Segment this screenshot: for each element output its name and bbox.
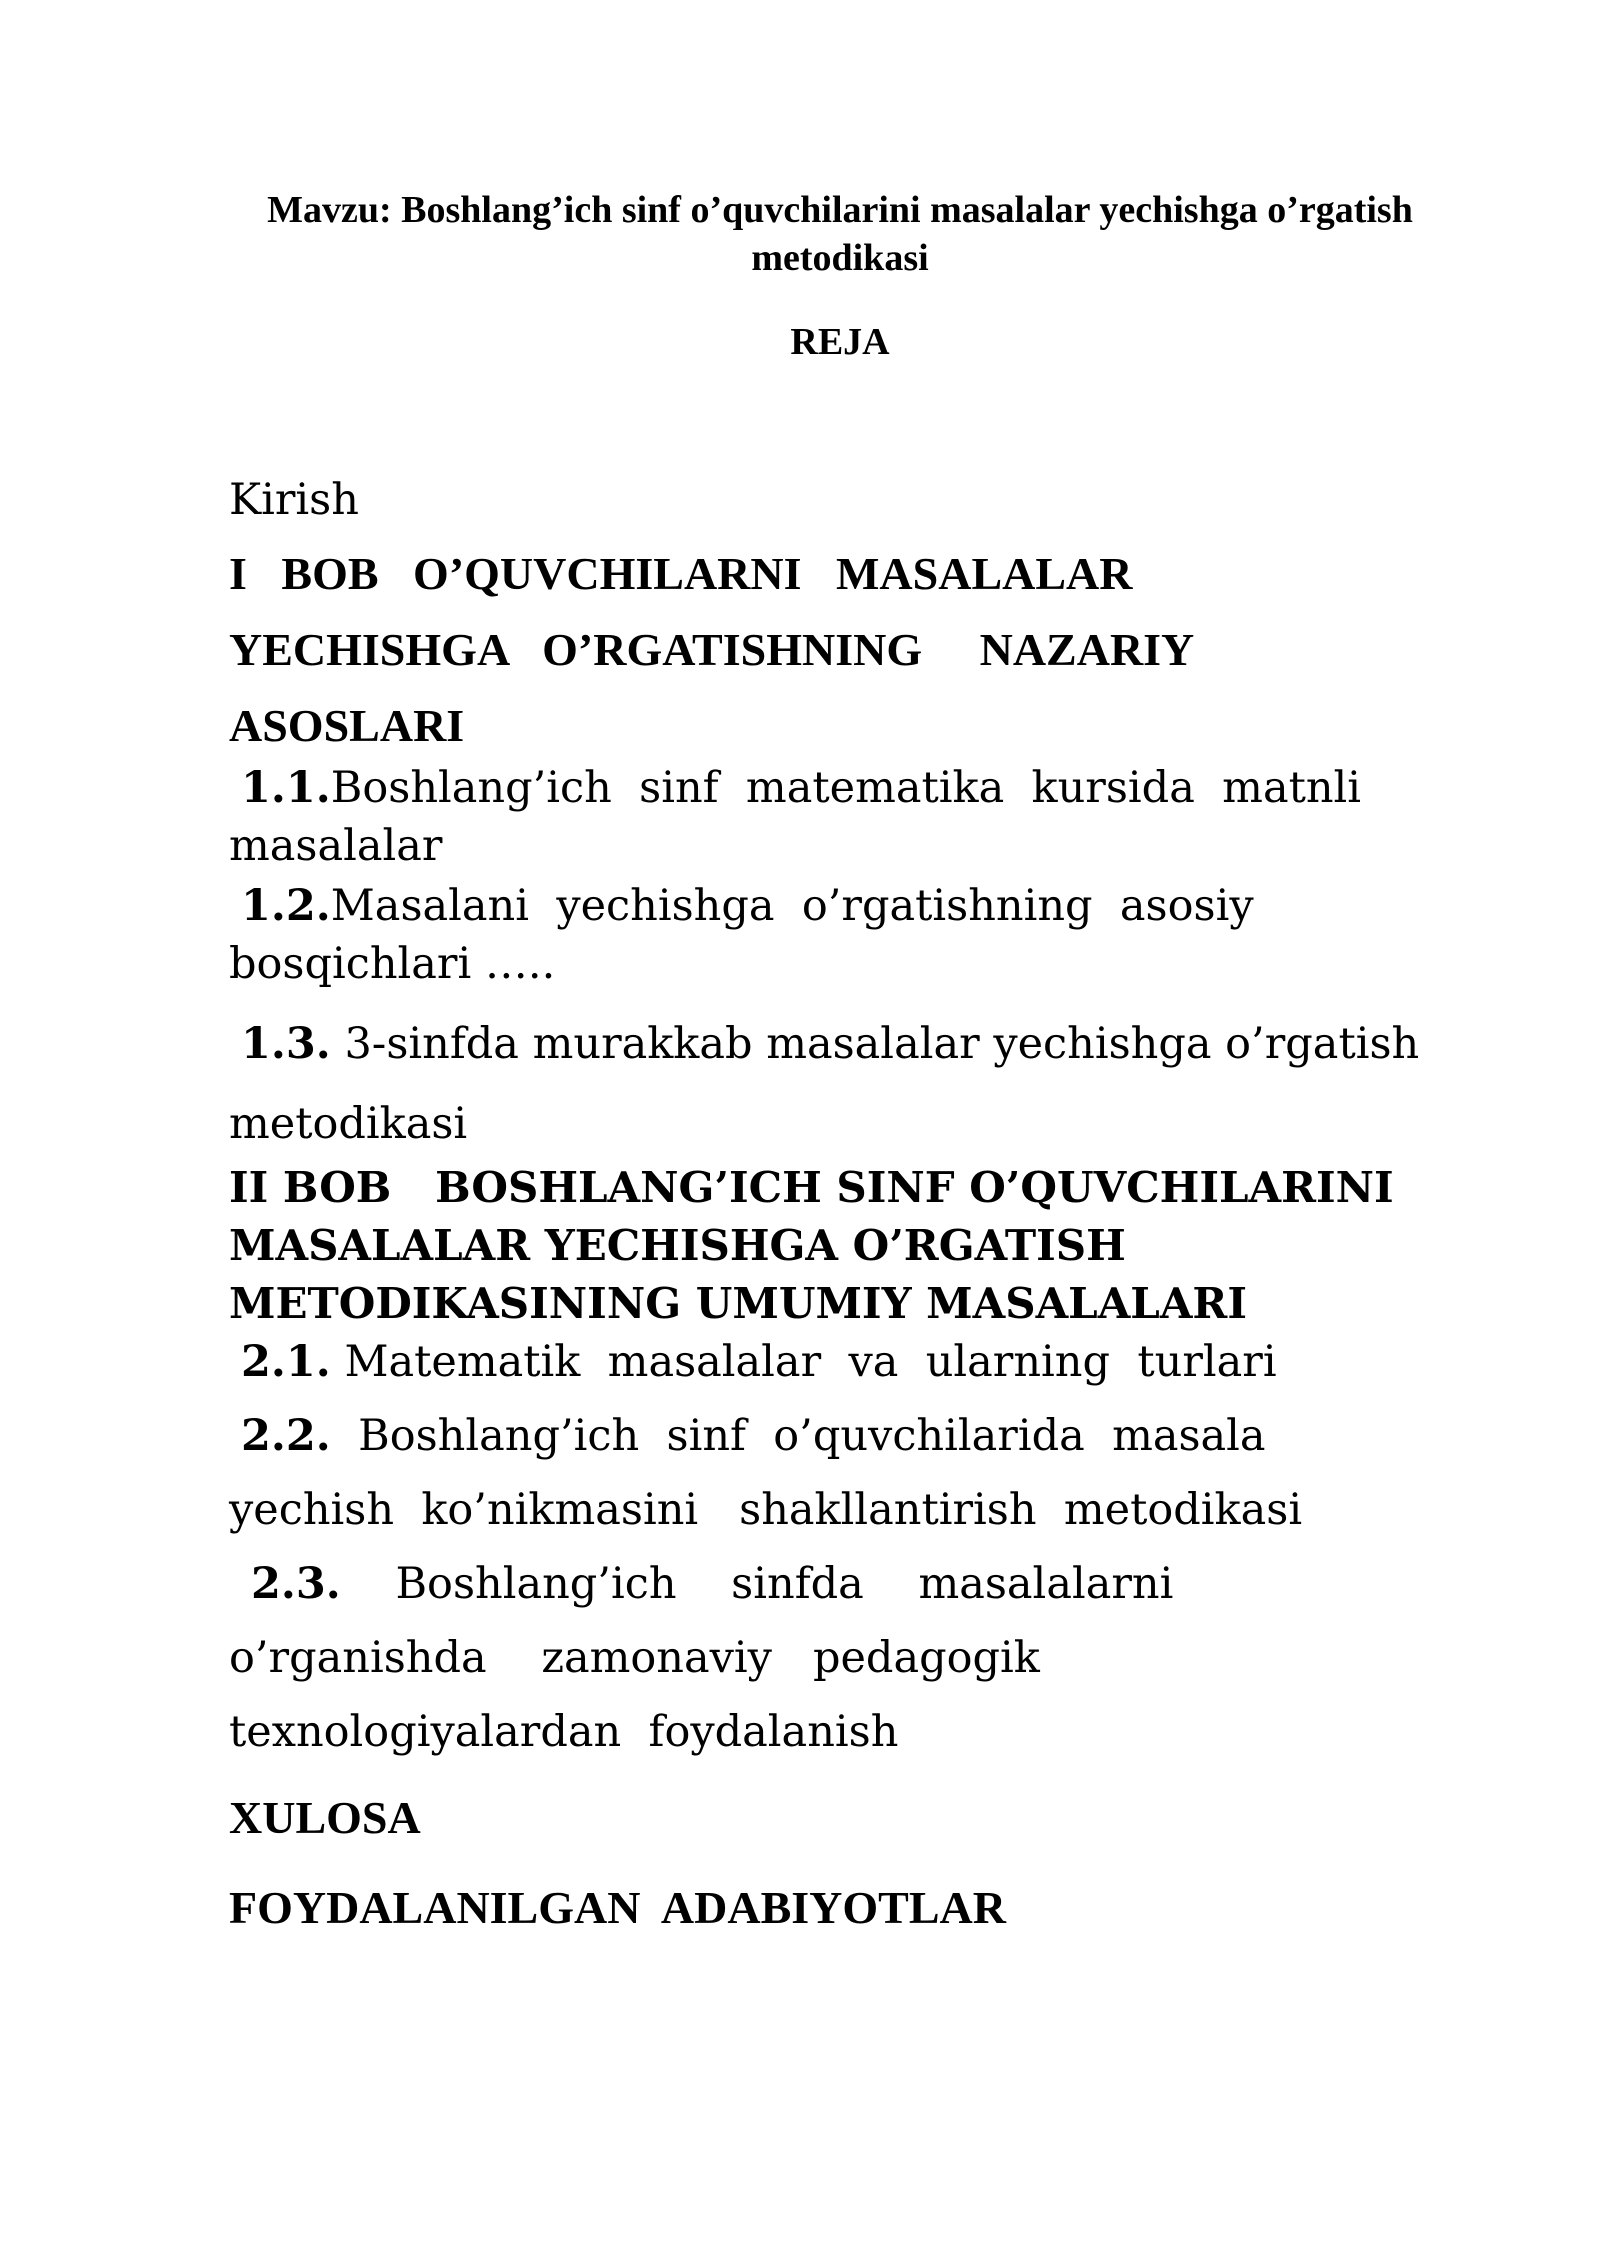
toc-chapter1-line3: ASOSLARI [229, 700, 465, 751]
toc-section-2-3-cont1: o’rganishda zamonaviy pedagogik [229, 1633, 1040, 1683]
page-title: Mavzu: Boshlang’ich sinf o’quvchilarini masalalar yechishga o’rgatish metodikasi [267, 189, 1413, 279]
toc-section-2-1 [241, 1336, 1277, 1388]
toc-chapter2-line1: II BOB BOSHLANG’ICH SINF O’QUVCHILARINI [229, 1163, 1394, 1212]
toc-conclusion: XULOSA [229, 1792, 421, 1843]
toc-chapter1-line1: I BOB O’QUVCHILARNI MASALALAR [229, 548, 1133, 599]
toc-section-1-3-cont: metodikasi [229, 1099, 468, 1149]
section-title: 3-sinfda murakkab masalalar yechishga o’rgatish [330, 1019, 1420, 1069]
toc-references: FOYDALANILGAN ADABIYOTLAR [229, 1882, 1006, 1933]
toc-section-1-1-cont: masalalar [229, 821, 443, 871]
toc-section-2-2-cont: yechish ko’nikmasini shakllantirish metodikasi [229, 1485, 1303, 1535]
toc-chapter1-line2: YECHISHGA O’RGATISHNING NAZARIY [229, 624, 1195, 675]
section-title: Boshlang’ich sinf matematika kursida matnli [330, 763, 1362, 813]
toc-section-1-2 [241, 880, 1254, 932]
toc-section-1-3 [241, 1018, 1419, 1070]
section-number: 2.1. [241, 1337, 331, 1387]
section-number: 2.2. [241, 1411, 331, 1461]
section-number: 1.3. [241, 1019, 331, 1069]
toc-intro: Kirish [229, 475, 359, 525]
toc-section-2-2 [241, 1410, 1266, 1462]
plan-heading: REJA [790, 321, 890, 363]
toc-section-1-2-cont: bosqichlari ….. [229, 939, 556, 989]
section-title: Matematik masalalar va ularning turlari [330, 1337, 1277, 1387]
section-number: 2.3. [251, 1559, 341, 1609]
section-title: Masalani yechishga o’rgatishning asosiy [330, 881, 1254, 931]
section-title: Boshlang’ich sinf o’quvchilarida masala [330, 1411, 1266, 1461]
toc-section-1-1 [241, 762, 1361, 814]
toc-section-2-3 [251, 1558, 1173, 1610]
toc-chapter2-line2: MASALALAR YECHISHGA O’RGATISH [229, 1221, 1126, 1270]
toc-chapter2-line3: METODIKASINING UMUMIY MASALALARI [229, 1279, 1247, 1328]
section-number: 1.1. [241, 763, 331, 813]
section-number: 1.2. [241, 881, 331, 931]
toc-section-2-3-cont2: texnologiyalardan foydalanish [229, 1707, 899, 1757]
section-title: Boshlang’ich sinfda masalalarni [340, 1559, 1174, 1609]
